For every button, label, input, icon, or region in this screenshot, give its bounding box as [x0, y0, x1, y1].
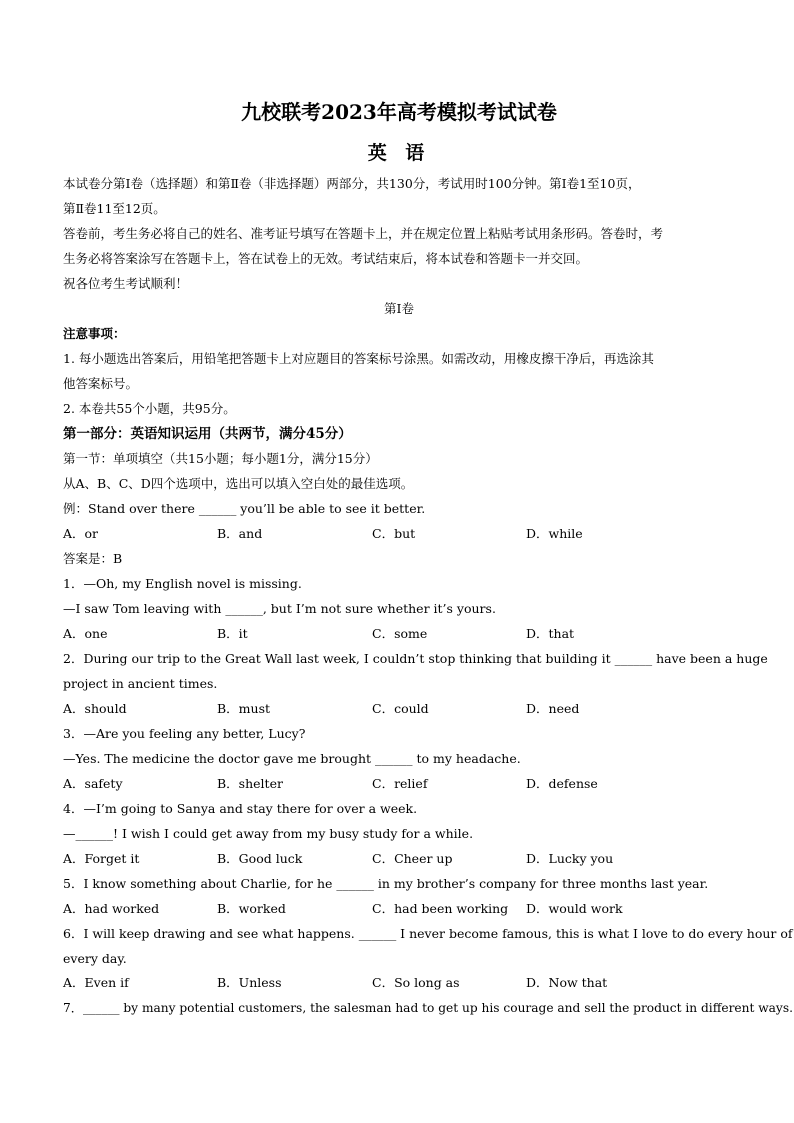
question-text: 5．I know something about Charlie, for he ______ in my brother’s company for three months last year.	[63, 876, 709, 891]
question-option: B．Unless	[217, 975, 282, 990]
part-heading: 第一部分：英语知识运用（共两节，满分45分）	[63, 426, 352, 442]
question-text: 3．—Are you feeling any better, Lucy?	[63, 726, 306, 741]
question-text: —I saw Tom leaving with ______, but I’m not sure whether it’s yours.	[63, 601, 496, 616]
example-option: C．but	[372, 526, 416, 541]
question-option: D．Now that	[526, 975, 608, 990]
section-instruction: 从A、B、C、D四个选项中，选出可以填入空白处的最佳选项。	[63, 476, 414, 491]
question-option: D．Lucky you	[526, 851, 614, 866]
question-option: B．must	[217, 701, 271, 716]
question-option: D．that	[526, 626, 575, 641]
question-option: B．shelter	[217, 776, 283, 791]
intro-line: 祝各位考生考试顺利！	[63, 276, 189, 291]
question-option: A．should	[63, 701, 127, 716]
question-text: 7．______ by many potential customers, the salesman had to get up his courage and sell the product in different ways.	[63, 1001, 793, 1015]
question-option: C．some	[372, 626, 428, 641]
question-option: B．it	[217, 626, 248, 641]
example-option: B．and	[217, 526, 263, 541]
intro-line: 第Ⅱ卷11至12页。	[63, 201, 166, 216]
question-text: project in ancient times.	[63, 676, 218, 691]
question-option: A．Even if	[63, 975, 129, 990]
question-text: —______! I wish I could get away from my busy study for a while.	[63, 826, 474, 841]
volume-heading: 第Ⅰ卷	[384, 301, 414, 316]
question-option: D．defense	[526, 776, 598, 791]
intro-line: 生务必将答案涂写在答题卡上，答在试卷上的无效。考试结束后，将本试卷和答题卡一并交回。	[63, 251, 589, 266]
section-heading: 第一节：单项填空（共15小题；每小题1分，满分15分）	[63, 451, 378, 466]
question-option: C．relief	[372, 776, 428, 791]
example-option: D．while	[526, 526, 583, 541]
intro-line: 本试卷分第Ⅰ卷（选择题）和第Ⅱ卷（非选择题）两部分，共130分，考试用时100分钟。第Ⅰ卷1至10页，	[63, 176, 641, 191]
exam-subject: 英 语	[367, 142, 431, 164]
question-option: D．would work	[526, 901, 623, 916]
question-option: A．safety	[63, 776, 123, 791]
question-option: D．need	[526, 701, 580, 716]
question-option: A．had worked	[63, 901, 160, 916]
question-text: —Yes. The medicine the doctor gave me brought ______ to my headache.	[63, 751, 521, 766]
example-option: A．or	[63, 526, 99, 541]
notes-title: 注意事项：	[63, 326, 126, 341]
question-option: C．could	[372, 701, 429, 716]
question-text: every day.	[63, 951, 127, 966]
question-text: 1．—Oh, my English novel is missing.	[63, 576, 302, 591]
note-line: 1. 每小题选出答案后，用铅笔把答题卡上对应题目的答案标号涂黑。如需改动，用橡皮擦干净后，再选涂其	[63, 351, 654, 366]
question-text: 6．I will keep drawing and see what happens. ______ I never become famous, this is what I love to do every hour of	[63, 926, 793, 941]
intro-line: 答卷前，考生务必将自己的姓名、准考证号填写在答题卡上，并在规定位置上粘贴考试用条形码。答卷时，考	[63, 226, 664, 241]
question-text: 4．—I’m going to Sanya and stay there for over a week.	[63, 801, 418, 816]
note-line: 2. 本卷共55个小题，共95分。	[63, 401, 236, 416]
question-option: C．So long as	[372, 975, 460, 990]
question-option: C．had been working	[372, 901, 509, 916]
question-text: 2．During our trip to the Great Wall last week, I couldn’t stop thinking that building it ______ have been a huge	[63, 651, 768, 666]
exam-title: 九校联考2023年高考模拟考试试卷	[241, 100, 557, 124]
question-option: A．one	[63, 626, 108, 641]
question-option: B．Good luck	[217, 851, 303, 866]
example-stem: 例：Stand over there ______ you’ll be able to see it better.	[63, 501, 426, 516]
example-answer: 答案是：B	[63, 551, 123, 566]
question-option: B．worked	[217, 901, 286, 916]
question-option: C．Cheer up	[372, 851, 453, 866]
note-line: 他答案标号。	[63, 376, 139, 391]
question-option: A．Forget it	[63, 851, 140, 866]
